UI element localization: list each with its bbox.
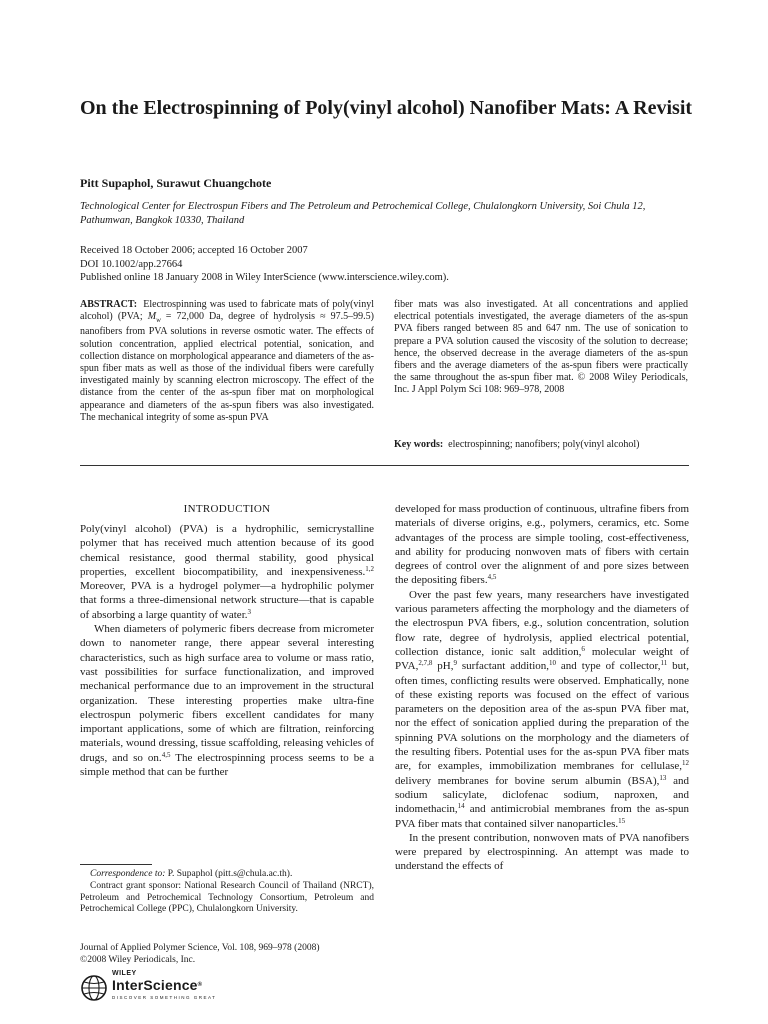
intro-paragraph-1: Poly(vinyl alcohol) (PVA) is a hydrophilic, semicrystalline polymer that has received much attention because of its good chemical resistance, good thermal stability, good physical properties, excellent biocompatibility, and inexpensiveness.$^{1,2}$ Moreover, PVA is a hydrogel polymer—a hydrophilic polymer that forms a three-dimensional network structure—that is capable of absorbing a large quantity of water.$^3$ [80, 523, 374, 621]
publication-history [80, 244, 690, 285]
published-online: Published online 18 January 2008 in Wiley InterScience (www.interscience.wiley.com). [80, 272, 449, 283]
section-heading: INTRODUCTION [183, 503, 271, 515]
intro-paragraph-2: When diameters of polymeric fibers decrease from micrometer down to nanometer range, there appear several interesting characteristics, such as high surface area to volume or mass ratio, vast possibilities for surface functionalization, and improved mechanical performance due to an improvement in the structural organization. These interesting properties make ultra-fine electrospun polymeric fibers excellent candidates for many important applications, some of which are filtration, reinforcing materials, wound dressing, tissue scaffolding, releasing vehicles of drugs, and so on.$^{4,5}$ The electrospinning process seems to be a simple method that can be further [80, 623, 375, 779]
abstract-label: ABSTRACT: [80, 299, 138, 310]
abstract-text-b: = 72,000 Da, degree of hydrolysis ≈ 97.5–99.5) nanofibers from PVA solutions in reverse osmotic water. The effects of solution concentration, applied electrical potential, sonication, and collection distance on morphological appearance and diameters of the as-spun fiber mats as well as those of the individual fibers were carefully investigated mainly by scanning electron microscopy. The effect of the distance from the center of the as-spun fiber mat on morphological appearance and diameters of the as-spun fibers was also investigated. The mechanical integrity of some as-spun PVA [80, 311, 374, 423]
intro-paragraph-cont: developed for mass production of continuous, ultrafine fibers from materials of diverse origins, e.g., polymers, ceramics, etc. Some advantages of the process are simple tooling, cost-effectiveness, and ability for producing nonwoven mats of fibers with certain degrees of control over the alignment of and pore sizes between the depositing fibers.$^{4,5}$ [395, 503, 689, 587]
ref: 12 [682, 759, 689, 768]
ref: 14 [457, 802, 465, 811]
logo-wiley-text: WILEY [112, 970, 137, 977]
ref: 10 [549, 659, 556, 668]
footnote-divider [80, 864, 152, 865]
journal-info [80, 943, 374, 967]
grant-note: Contract grant sponsor: National Research Council of Thailand (NRCT), Petroleum and Petrochemical Technology Consortium, Petroleum and Petrochemical College (PPC), Chulalongkorn University. [80, 880, 374, 915]
footnotes [80, 869, 374, 916]
abstract-right-column: fiber mats was also investigated. At all concentrations and applied electrical potentials investigated, the average diameters of the as-spun PVA fibers ranged between 85 and 647 nm. The use of sonication to prepare a PVA solution caused the viscosity of the solution to decrease; hence, the observed decrease in the average diameters of the as-spun fibers and the average diameters of the as-spun fibers were practically the same throughout the as-spun fiber mat. © 2008 Wiley Periodicals, Inc. J Appl Polym Sci 108: 969–978, 2008 [394, 299, 688, 396]
abstract-divider [80, 465, 689, 466]
keywords [394, 439, 694, 451]
ref: 3 [247, 607, 251, 616]
author-affiliation: Technological Center for Electrospun Fibers and The Petroleum and Petrochemical College, Chulalongkorn University, Soi Chula 12, Pathumwan, Bangkok 10330, Thailand [80, 201, 646, 226]
logo-tagline: DISCOVER SOMETHING GREAT [112, 995, 217, 1000]
ref: 11 [660, 659, 668, 668]
received-date: Received 18 October 2006; accepted 16 October 2007 [80, 245, 308, 256]
abstract-left-column [80, 299, 374, 424]
intro-left-column [80, 522, 374, 779]
ref: 9 [453, 659, 457, 668]
abstract-text-a: Electrospinning was used to fabricate mats of poly(vinyl alcohol) (PVA; [80, 299, 374, 323]
ref: 15 [618, 816, 626, 825]
keywords-label: Key words: [394, 439, 444, 450]
intro-right-column [395, 502, 689, 874]
author-list: Pitt Supaphol, Surawut Chuangchote [80, 176, 272, 190]
ref: 1,2 [365, 564, 374, 573]
ref: 4,5 [161, 750, 171, 759]
correspondence-note: Correspondence to: P. Supaphol (pitt.s@chula.ac.th). [90, 869, 293, 879]
article-title: On the Electrospinning of Poly(vinyl alcohol) Nanofiber Mats: A Revisit [80, 97, 693, 119]
ref: 4,5 [487, 573, 497, 582]
keywords-text: electrospinning; nanofibers; poly(vinyl alcohol) [448, 439, 640, 450]
globe-icon [80, 974, 108, 1002]
journal-citation: Journal of Applied Polymer Science, Vol. 108, 969–978 (2008) [80, 943, 320, 953]
correspondence-email[interactable]: P. Supaphol (pitt.s@chula.ac.th). [165, 869, 293, 879]
logo-brand-text: InterScience® [112, 977, 203, 993]
intro-paragraph-3: Over the past few years, many researchers have investigated various parameters affecting the morphology and the diameters of the electrospun PVA fibers, e.g., solution concentration, solution flow rate, degree of hydrolysis, applied electrical potential, collection distance, ionic salt addition,$^6$ molecular weight of PVA,$^{2,7,8}$ pH,$^9$ surfactant addition,$^{10}$ and type of collector,$^{11}$ but, often times, conflicting results were observed. Emphatically, none of these existing reports was focused on the effect of various parameters on the deposition area of the as-spun PVA fiber mat, nor the effect of sonication applied during the preparation of the spinning PVA solutions on the morphology and the diameters of the resulting fibers. Potential uses for the as-spun PVA fiber mats are, for examples, immobilization membranes for cellulase,$^{12}$ delivery membranes for bovine serum albumin (BSA),$^{13}$ and sodium salicylate, diclofenac sodium, naproxen, and indomethacin,$^{14}$ and antimicrobial membranes from the as-spun PVA fiber mats that contained silver nanoparticles.$^{15}$ [395, 588, 689, 830]
wiley-interscience-logo [80, 970, 240, 1006]
intro-paragraph-4: In the present contribution, nonwoven mats of PVA nanofibers were prepared by electrospinning. An attempt was made to understand the effects of [395, 831, 689, 873]
mw-symbol: $M_w$ [147, 311, 161, 325]
journal-copyright: ©2008 Wiley Periodicals, Inc. [80, 954, 196, 965]
ref: 13 [659, 773, 667, 782]
doi: DOI 10.1002/app.27664 [80, 258, 183, 270]
ref: 6 [581, 644, 585, 653]
ref: 2,7,8 [418, 659, 433, 668]
